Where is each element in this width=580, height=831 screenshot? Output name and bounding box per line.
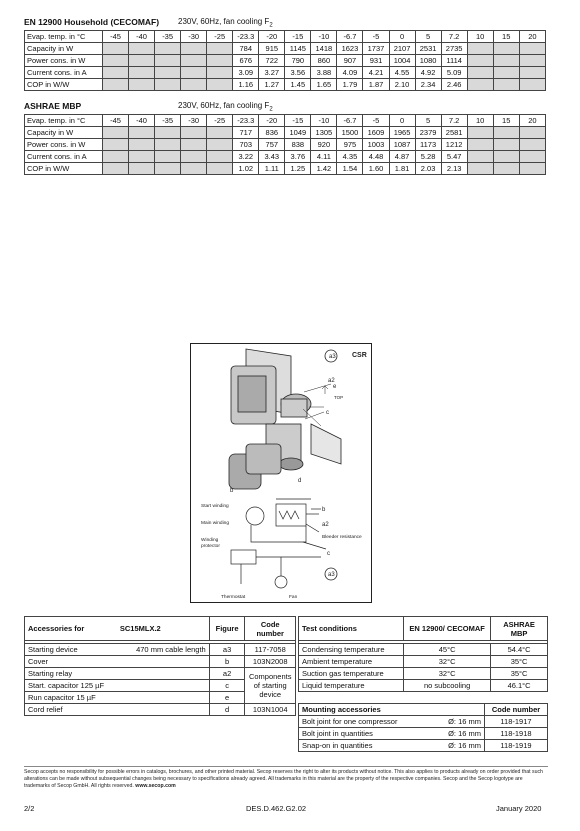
performance-cell [493,127,519,139]
temp-header-cell: -20 [259,115,285,127]
performance-cell [103,151,129,163]
performance-cell: 1.02 [233,163,259,175]
accessory-code: 103N2008 [245,656,296,668]
performance-cell [155,127,181,139]
accessory-name: Cover [25,656,210,668]
performance-cell: 1.42 [311,163,337,175]
temp-header-cell: 0 [389,115,415,127]
temp-header-cell: -30 [181,115,207,127]
performance-cell [103,139,129,151]
ashrae-table-title: ASHRAE MBP [24,101,82,111]
accessory-name: Start. capacitor 125 µF [25,680,210,692]
mounting-header: Mounting accessories [299,704,485,716]
performance-row-label: COP in W/W [25,79,103,91]
performance-cell: 3.09 [233,67,259,79]
diagram-label-a3-top: a3 [329,354,336,360]
test-condition-en: no subcooling [404,680,491,692]
performance-cell: 2.46 [441,79,467,91]
performance-cell: 5.47 [441,151,467,163]
test-conditions-header: Test conditions [299,617,404,641]
diagram-label-b-wiring: b [322,507,326,513]
temp-header-cell: 20 [519,31,545,43]
mounting-code: 118-1919 [485,740,548,752]
performance-cell [467,67,493,79]
temp-header-label: Evap. temp. in °C [25,115,103,127]
performance-cell: 1.87 [363,79,389,91]
test-condition-row [299,668,548,680]
accessories-header-figure: Figure [209,617,245,641]
performance-row [25,163,546,175]
performance-cell: 975 [337,139,363,151]
performance-row-label: Capacity in W [25,43,103,55]
performance-cell: 1.45 [285,79,311,91]
performance-cell: 1.81 [389,163,415,175]
footer-website[interactable]: www.secop.com [135,783,176,789]
performance-cell: 1623 [337,43,363,55]
performance-cell [207,79,233,91]
accessory-name: Starting device [25,644,117,656]
performance-cell [181,79,207,91]
performance-cell [467,151,493,163]
performance-cell: 1305 [311,127,337,139]
test-condition-ashrae: 46.1°C [491,680,548,692]
performance-cell [467,127,493,139]
temp-header-cell: -25 [207,31,233,43]
diagram-label-csr: CSR [352,352,367,359]
performance-cell [181,67,207,79]
performance-cell [103,163,129,175]
performance-cell [181,163,207,175]
performance-cell [181,139,207,151]
performance-cell: 2531 [415,43,441,55]
performance-cell [129,163,155,175]
performance-cell: 2581 [441,127,467,139]
performance-row-label: COP in W/W [25,163,103,175]
mounting-row [299,716,548,728]
performance-cell [103,127,129,139]
performance-cell [207,43,233,55]
performance-cell: 1.25 [285,163,311,175]
performance-row [25,67,546,79]
accessory-code: 103N1004 [245,704,296,716]
accessory-row [25,656,296,668]
diagram-label-b: b [230,488,234,494]
footer-date: January 2020 [496,804,542,813]
performance-cell [129,127,155,139]
test-condition-en: 32°C [404,668,491,680]
performance-cell: 1965 [389,127,415,139]
accessories-header-model: SC15MLX.2 [117,617,209,641]
diagram-label-e: e [333,384,337,390]
accessory-row [25,644,296,656]
en-table-conditions: 230V, 60Hz, fan cooling $F_2$ [178,17,273,29]
performance-cell [129,55,155,67]
performance-cell: 676 [233,55,259,67]
performance-cell: 1049 [285,127,311,139]
performance-cell [129,43,155,55]
test-condition-ashrae: 54.4°C [491,644,548,656]
footer-doc-id: DES.D.462.G2.02 [246,804,307,813]
performance-cell [467,163,493,175]
test-condition-label: Condensing temperature [299,644,404,656]
performance-cell: 1.79 [337,79,363,91]
test-condition-ashrae: 35°C [491,668,548,680]
performance-cell: 722 [259,55,285,67]
performance-cell [519,151,545,163]
performance-row-label: Capacity in W [25,127,103,139]
performance-cell [207,127,233,139]
temp-header-cell: -6.7 [337,115,363,127]
mounting-size: Ø: 16 mm [423,740,485,752]
performance-cell: 1080 [415,55,441,67]
temp-header-cell: 7.2 [441,31,467,43]
performance-row-label: Power cons. in W [25,55,103,67]
performance-cell: 790 [285,55,311,67]
temp-header-cell: -35 [155,115,181,127]
performance-cell [519,163,545,175]
temp-header-label: Evap. temp. in °C [25,31,103,43]
performance-row [25,43,546,55]
mounting-header-code: Code number [485,704,548,716]
performance-cell: 1.11 [259,163,285,175]
test-conditions-header-ashrae: ASHRAE MBP [491,617,548,641]
performance-cell: 4.55 [389,67,415,79]
performance-cell: 3.27 [259,67,285,79]
temp-header-cell: -25 [207,115,233,127]
diagram-label-top: TOP [334,395,344,400]
performance-cell: 3.56 [285,67,311,79]
performance-cell: 907 [337,55,363,67]
diagram-label-d: d [298,478,302,484]
temp-header-cell: -45 [103,31,129,43]
performance-cell [181,43,207,55]
mounting-code: 118-1917 [485,716,548,728]
temp-header-cell: 15 [493,115,519,127]
performance-cell: 2.13 [441,163,467,175]
accessory-name: Run capacitor 15 µF [25,692,210,704]
diagram-label-winding-protector-1: Winding [201,538,219,543]
performance-cell [181,55,207,67]
test-conditions-header-en: EN 12900/ CECOMAF [404,617,491,641]
performance-cell: 1.27 [259,79,285,91]
temp-header-cell: 5 [415,31,441,43]
performance-cell [493,163,519,175]
temp-header-cell: 20 [519,115,545,127]
accessory-figure: c [209,680,245,692]
accessories-table [24,616,296,716]
performance-cell: 2107 [389,43,415,55]
performance-cell [155,67,181,79]
diagram-label-a2-wiring: a2 [322,522,329,528]
performance-cell: 4.92 [415,67,441,79]
performance-cell: 5.28 [415,151,441,163]
performance-cell: 1500 [337,127,363,139]
diagram-label-c-top: c [326,410,329,416]
performance-cell [519,67,545,79]
diagram-label-a3-bottom: a3 [328,572,335,578]
accessory-figure: a3 [209,644,245,656]
performance-cell: 2.03 [415,163,441,175]
performance-cell [181,127,207,139]
diagram-label-start-winding: Start winding [201,504,229,509]
performance-cell [207,55,233,67]
test-condition-row [299,644,548,656]
mounting-row [299,740,548,752]
accessory-figure: a2 [209,668,245,680]
temp-header-row [25,31,546,43]
temp-header-cell: 10 [467,115,493,127]
temp-header-cell: -23.3 [233,115,259,127]
footer-disclaimer: Secop accepts no responsibility for possible errors in catalogs, brochures, and other printed material. Secop reserves the right to alter its products without notice. This also applies to products already on order provided that such alterations can be made without subsequential changes being necessary to specifications already agreed. All trademarks in this material are the property of the respective companies. Secop and the Secop logotype are trademarks of Secop GmbH. All rights reserved. www.secop.com [24,769,543,789]
accessory-figure: b [209,656,245,668]
performance-cell: 920 [311,139,337,151]
performance-cell [493,151,519,163]
performance-cell [493,139,519,151]
temp-header-cell: 7.2 [441,115,467,127]
temp-header-cell: 0 [389,31,415,43]
performance-cell: 2.34 [415,79,441,91]
ashrae-performance-table [24,114,546,175]
temp-header-cell: 15 [493,31,519,43]
footer-page-number: 2/2 [24,804,35,813]
temp-header-cell: -6.7 [337,31,363,43]
performance-row [25,79,546,91]
performance-cell [129,79,155,91]
ashrae-table-conditions: 230V, 60Hz, fan cooling $F_2$ [178,101,273,113]
performance-cell [155,163,181,175]
test-condition-en: 32°C [404,656,491,668]
performance-row [25,151,546,163]
accessory-code: 117-7058 [245,644,296,656]
temp-header-cell: -5 [363,31,389,43]
performance-row [25,55,546,67]
diagram-label-bleeder: Bleeder resistance [322,535,362,540]
performance-cell: 1.16 [233,79,259,91]
performance-cell: 784 [233,43,259,55]
accessory-figure: d [209,704,245,716]
diagram-label-thermostat: Thermostat [221,595,246,600]
mounting-accessories-table [298,703,548,752]
temp-header-cell: -30 [181,31,207,43]
performance-cell [493,79,519,91]
performance-cell: 1114 [441,55,467,67]
performance-cell [129,151,155,163]
diagram-label-fan: Fan [289,595,298,600]
temp-header-cell: -40 [129,115,155,127]
test-condition-label: Liquid temperature [299,680,404,692]
temp-header-cell: -5 [363,115,389,127]
performance-cell: 4.35 [337,151,363,163]
performance-cell [103,67,129,79]
performance-cell [519,55,545,67]
temp-header-cell: -20 [259,31,285,43]
performance-cell [155,43,181,55]
performance-cell: 757 [259,139,285,151]
performance-cell [493,43,519,55]
performance-cell: 1.60 [363,163,389,175]
temp-header-cell: -40 [129,31,155,43]
accessory-figure: e [209,692,245,704]
performance-cell: 860 [311,55,337,67]
performance-cell [519,79,545,91]
performance-cell: 838 [285,139,311,151]
performance-cell: 2735 [441,43,467,55]
performance-cell [103,55,129,67]
performance-row-label: Current cons. in A [25,67,103,79]
accessory-name: Starting relay [25,668,210,680]
performance-cell [129,139,155,151]
performance-cell [207,163,233,175]
performance-cell: 2379 [415,127,441,139]
test-condition-row [299,656,548,668]
mounting-label: Bolt joint in quantities [299,728,424,740]
test-conditions-table [298,616,548,692]
diagram-label-c-wiring: c [327,551,330,557]
temp-header-cell: -35 [155,31,181,43]
components-note: Components of starting device [245,668,296,704]
compressor-wiring-illustration [191,344,371,602]
performance-cell [493,67,519,79]
temp-header-cell: -10 [311,115,337,127]
performance-cell [519,127,545,139]
accessories-header-label: Accessories for [25,617,117,641]
test-condition-label: Ambient temperature [299,656,404,668]
performance-cell: 1212 [441,139,467,151]
accessories-header-code: Code number [245,617,296,641]
temp-header-cell: -15 [285,115,311,127]
performance-cell: 1.54 [337,163,363,175]
mounting-size: Ø: 16 mm [423,728,485,740]
performance-cell: 4.87 [389,151,415,163]
en-performance-table [24,30,546,91]
performance-cell: 4.11 [311,151,337,163]
mounting-label: Bolt joint for one compressor [299,716,424,728]
performance-cell: 4.48 [363,151,389,163]
temp-header-row [25,115,546,127]
performance-cell [519,139,545,151]
temp-header-cell: 5 [415,115,441,127]
temp-header-cell: -10 [311,31,337,43]
performance-cell: 1609 [363,127,389,139]
en-table-title: EN 12900 Household (CECOMAF) [24,17,160,27]
footer-divider [24,766,548,767]
performance-cell: 703 [233,139,259,151]
mounting-row [299,728,548,740]
performance-cell [129,67,155,79]
performance-cell: 1003 [363,139,389,151]
accessory-detail: 470 mm cable length [117,644,209,656]
performance-cell: 3.22 [233,151,259,163]
performance-row [25,139,546,151]
performance-cell [207,67,233,79]
performance-cell [103,79,129,91]
accessory-name: Cord relief [25,704,210,716]
performance-cell [467,79,493,91]
mounting-code: 118-1918 [485,728,548,740]
mounting-label: Snap-on in quantities [299,740,424,752]
starting-device-diagram [190,343,372,603]
performance-cell: 2.10 [389,79,415,91]
test-condition-label: Suction gas temperature [299,668,404,680]
performance-cell [519,43,545,55]
temp-header-cell: 10 [467,31,493,43]
performance-cell: 836 [259,127,285,139]
temp-header-cell: -15 [285,31,311,43]
performance-cell [155,139,181,151]
performance-cell [103,43,129,55]
performance-cell: 1.65 [311,79,337,91]
performance-cell: 931 [363,55,389,67]
mounting-size: Ø: 16 mm [423,716,485,728]
performance-cell [207,151,233,163]
diagram-label-a2-top: a2 [328,378,335,384]
performance-cell [155,151,181,163]
temp-header-cell: -45 [103,115,129,127]
performance-cell [155,79,181,91]
performance-cell [155,55,181,67]
performance-cell [467,43,493,55]
diagram-label-winding-protector-2: protector [201,544,220,549]
performance-cell [467,55,493,67]
performance-cell: 1087 [389,139,415,151]
test-condition-row [299,680,548,692]
performance-cell [467,139,493,151]
test-condition-ashrae: 35°C [491,656,548,668]
temp-header-cell: -23.3 [233,31,259,43]
performance-cell: 717 [233,127,259,139]
performance-cell: 1145 [285,43,311,55]
performance-cell: 5.09 [441,67,467,79]
performance-cell: 4.09 [337,67,363,79]
performance-cell: 915 [259,43,285,55]
performance-cell: 3.76 [285,151,311,163]
test-condition-en: 45°C [404,644,491,656]
diagram-label-main-winding: Main winding [201,521,229,526]
performance-cell: 3.88 [311,67,337,79]
performance-cell [207,139,233,151]
performance-cell: 1173 [415,139,441,151]
accessory-row [25,704,296,716]
performance-cell: 1418 [311,43,337,55]
performance-row [25,127,546,139]
performance-row-label: Current cons. in A [25,151,103,163]
accessory-row [25,668,296,680]
performance-cell: 1004 [389,55,415,67]
performance-row-label: Power cons. in W [25,139,103,151]
performance-cell [181,151,207,163]
performance-cell [493,55,519,67]
performance-cell: 4.21 [363,67,389,79]
performance-cell: 1737 [363,43,389,55]
performance-cell: 3.43 [259,151,285,163]
